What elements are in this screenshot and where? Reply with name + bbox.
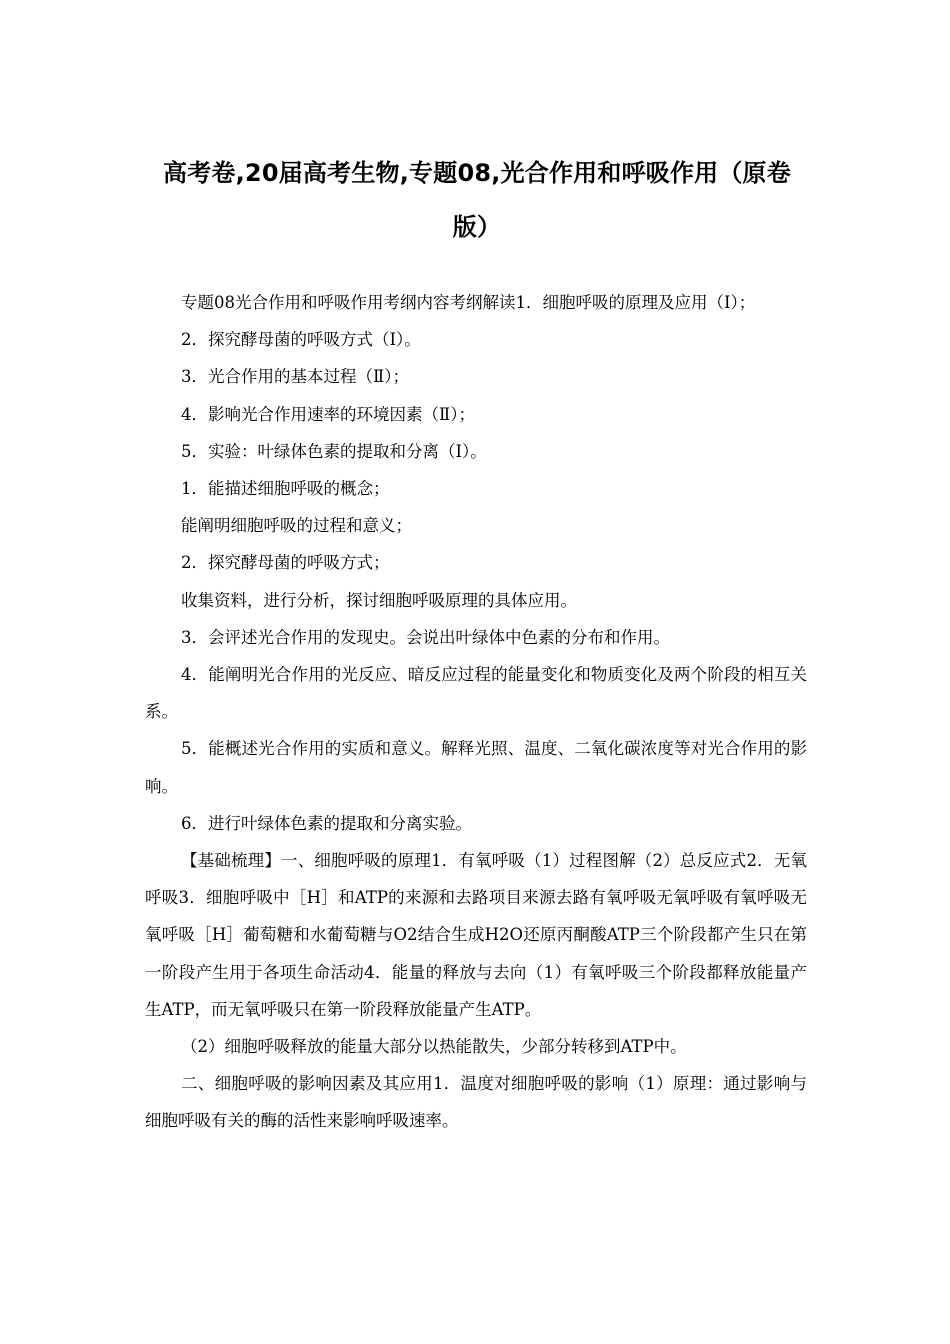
document-title: 高考卷,20届高考生物,专题08,光合作用和呼吸作用（原卷版）	[163, 159, 791, 241]
paragraph: 3．会评述光合作用的发现史。会说出叶绿体中色素的分布和作用。	[181, 627, 670, 647]
paragraph: 2．探究酵母菌的呼吸方式（Ⅰ）。	[181, 330, 421, 350]
paragraph: 专题08光合作用和呼吸作用考纲内容考纲解读1．细胞呼吸的原理及应用（Ⅰ）；	[181, 293, 756, 312]
paragraph: 6．进行叶绿体色素的提取和分离实验。	[181, 813, 472, 833]
paragraph: 3．光合作用的基本过程（Ⅱ）；	[181, 367, 409, 387]
paragraph: 5．能概述光合作用的实质和意义。解释光照、温度、二氧化碳浓度等对光合作用的影响。	[145, 739, 807, 796]
paragraph: 5．实验：叶绿体色素的提取和分离（Ⅰ）。	[181, 441, 487, 461]
paragraph: 2．探究酵母菌的呼吸方式；	[181, 553, 390, 573]
paragraph: 收集资料，进行分析，探讨细胞呼吸原理的具体应用。	[181, 590, 577, 610]
paragraph: 【基础梳理】一、细胞呼吸的原理1．有氧呼吸（1）过程图解（2）总反应式2．无氧呼吸3．细胞呼吸中［H］和ATP的来源和去路项目来源去路有氧呼吸无氧呼吸有氧呼吸无氧呼吸［H］葡萄糖和水葡萄糖与O2结合生成H2O还原丙酮酸ATP三个阶段都产生只在第一阶段产生用于各项生命活动4．能量的释放与去向（1）有氧呼吸三个阶段都释放能量产生ATP，而无氧呼吸只在第一阶段释放能量产生ATP。	[145, 851, 807, 1019]
paragraph: 4．影响光合作用速率的环境因素（Ⅱ）；	[181, 404, 475, 424]
paragraph: 4．能阐明光合作用的光反应、暗反应过程的能量变化和物质变化及两个阶段的相互关系。	[145, 665, 807, 722]
paragraph: 二、细胞呼吸的影响因素及其应用1．温度对细胞呼吸的影响（1）原理：通过影响与细胞呼吸有关的酶的活性来影响呼吸速率。	[145, 1074, 807, 1131]
paragraph: 1．能描述细胞呼吸的概念；	[181, 479, 390, 499]
document-body	[145, 284, 807, 1140]
paragraph: 能阐明细胞呼吸的过程和意义；	[181, 516, 412, 536]
paragraph: （2）细胞呼吸释放的能量大部分以热能散失，少部分转移到ATP中。	[181, 1037, 687, 1057]
